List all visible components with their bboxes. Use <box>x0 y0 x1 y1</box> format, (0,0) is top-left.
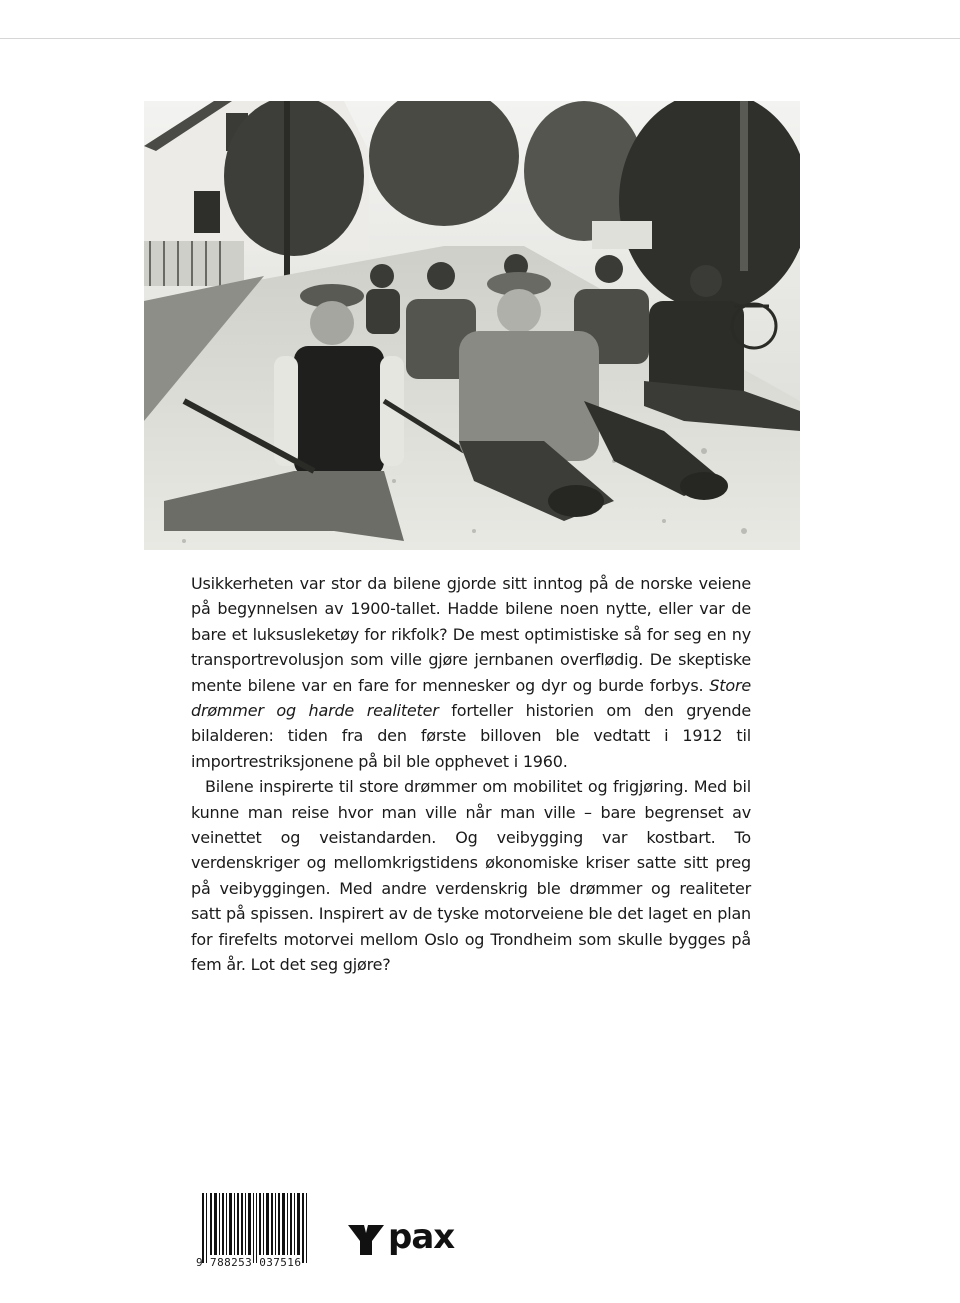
publisher-logo <box>346 1216 454 1258</box>
back-cover-blurb <box>191 571 751 978</box>
blurb-paragraph-2: Bilene inspirerte til store drømmer om mobilitet og frigjøring. Med bil kunne man reise hvor man ville når man ville – bare begrenset av veinettet og veistandarden. Og veibygging var kostbart. To verdenskriger og mellomkrigstidens økonomiske kriser satte sitt preg på veibyggingen. Med andre verdenskrig ble drømmer og realiteter satt på spissen. Inspirert av de tyske motorveiene ble det laget en plan for firefelts motorvei mellom Oslo og Trondheim som skulle bygges på fem år. Lot det seg gjøre? <box>191 777 751 975</box>
blurb-paragraph-1: Usikkerheten var stor da bilene gjorde sitt inntog på de norske veiene på begynnelsen av 1900-tallet. Hadde bilene noen nytte, eller var de bare et luksusleketøy for rikfolk? De mest optimistiske så for seg en ny transportrevolusjon som ville gjøre jernbanen overflødig. De skeptiske mente bilene var en fare for mennesker og dyr og burde forbys. Store drømmer og harde realiteter forteller historien om den gryende bilalderen: tiden fra den første billoven ble vedtatt i 1912 til importrestriksjonene på bil ble opphevet i 1960. <box>191 574 752 771</box>
barcode-icon <box>200 1193 312 1265</box>
book-title-inline: Store drømmer og harde realiteter <box>191 675 751 721</box>
top-rule <box>0 38 960 39</box>
publisher-name: pax <box>388 1217 455 1257</box>
isbn-number: 9 788253 037516 <box>196 1256 302 1269</box>
pax-logo-icon <box>346 1217 386 1257</box>
cover-photo <box>144 101 800 550</box>
